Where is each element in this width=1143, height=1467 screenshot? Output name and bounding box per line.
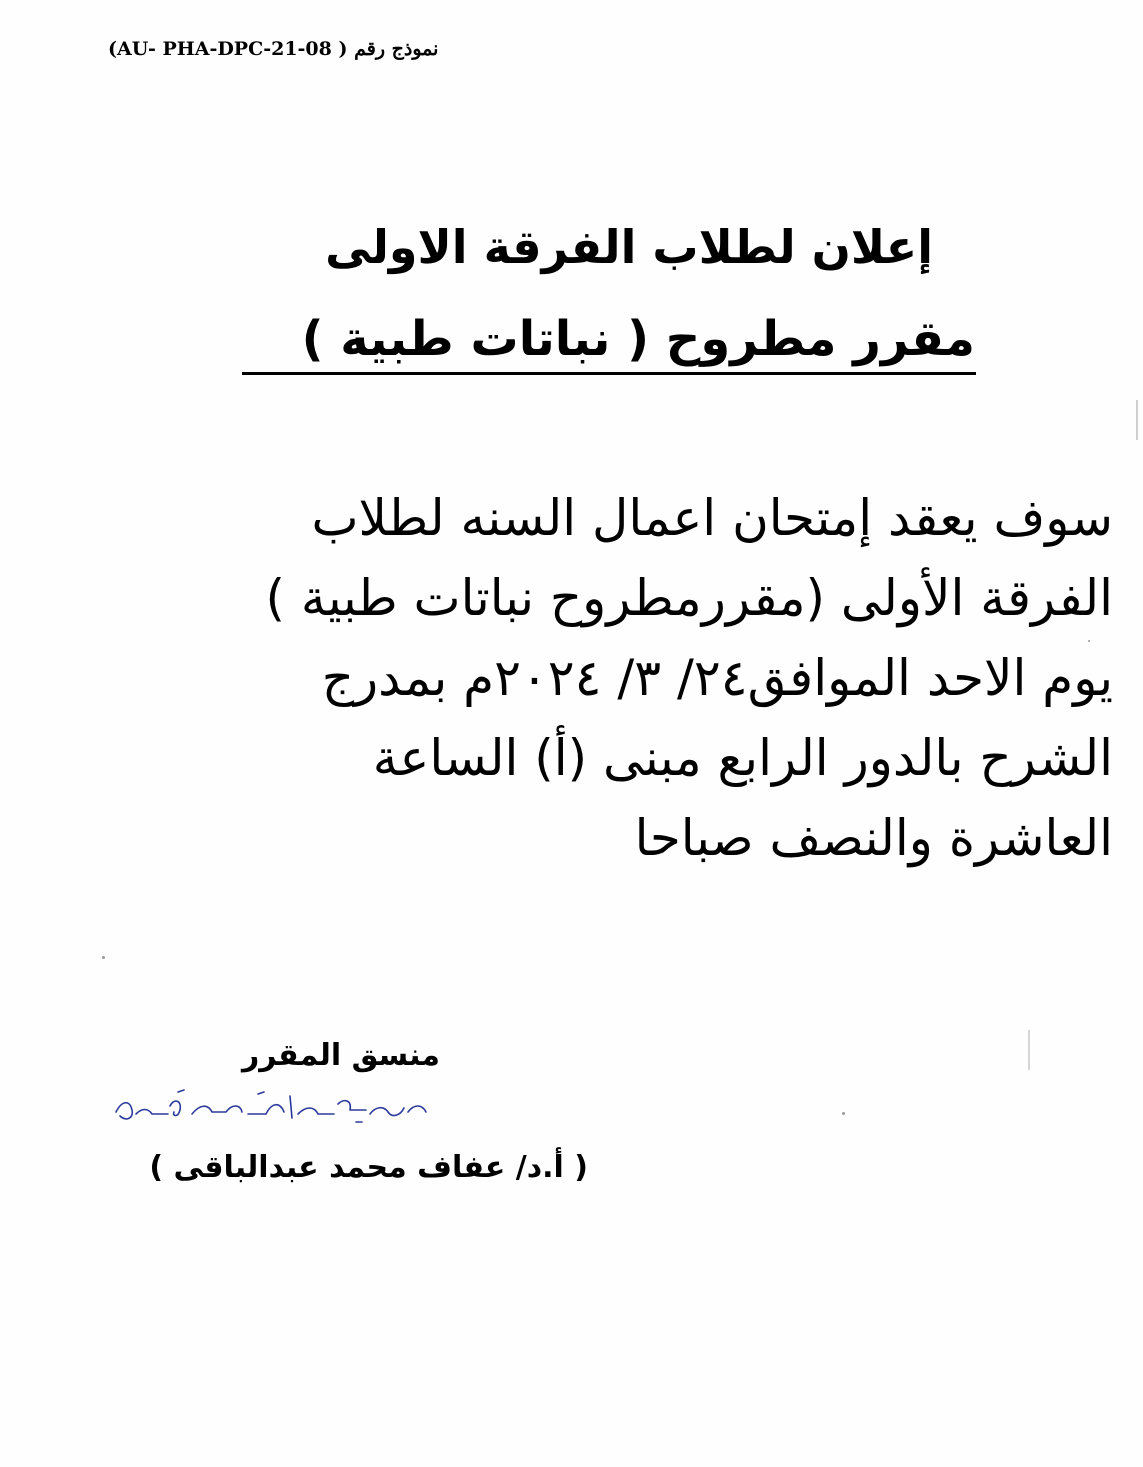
scan-speck (1088, 640, 1090, 642)
subtitle-underline (242, 372, 976, 375)
scan-edge-mark (1136, 400, 1138, 440)
body-line: يوم الاحد الموافق٢٤/ ٣/ ٢٠٢٤م بمدرج (321, 649, 1113, 707)
announcement-subtitle: مقرر مطروح ( نباتات طبية ) (301, 311, 975, 367)
coordinator-name: ( أ.د/ عفاف محمد عبدالباقى ) (149, 1150, 588, 1185)
body-line: الفرقة الأولى (مقررمطروح نباتات طبية ) (265, 569, 1113, 627)
handwritten-signature (108, 1082, 438, 1132)
scan-speck (102, 956, 105, 959)
body-line: الشرح بالدور الرابع مبنى (أ) الساعة (372, 729, 1113, 787)
announcement-body (103, 478, 1113, 878)
body-line: سوف يعقد إمتحان اعمال السنه لطلاب (311, 489, 1113, 547)
coordinator-label: منسق المقرر (241, 1038, 440, 1073)
scan-edge-mark (1028, 1030, 1030, 1070)
form-code: (AU- PHA-DPC-21-08 ) نموذج رقم (108, 38, 439, 60)
signature-scribble (108, 1082, 438, 1132)
announcement-title: إعلان لطلاب الفرقة الاولى (325, 220, 933, 274)
scan-speck (842, 1112, 845, 1115)
body-line: العاشرة والنصف صباحا (634, 809, 1113, 867)
